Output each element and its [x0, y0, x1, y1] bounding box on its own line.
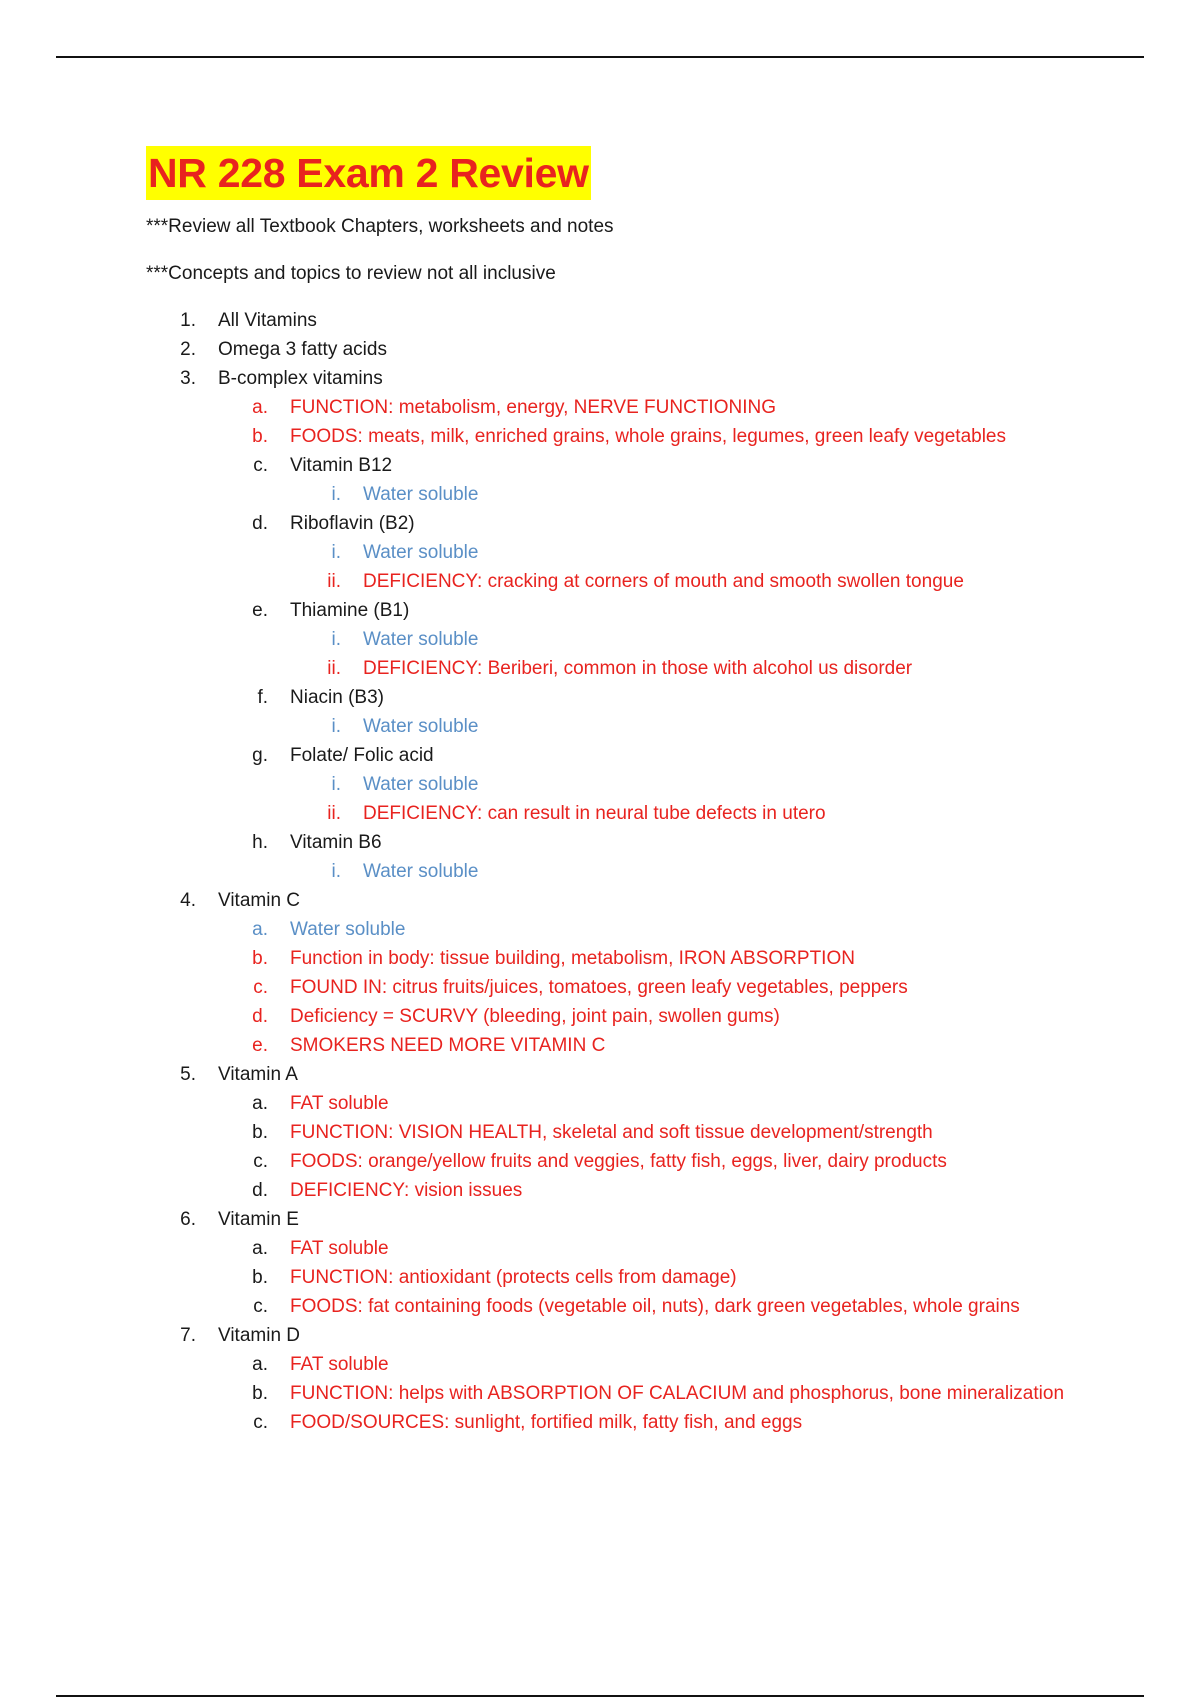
outline-item: [0, 1060, 1200, 1089]
outline-item: [0, 1205, 1200, 1234]
outline-text: Water soluble: [290, 919, 406, 940]
outline-text: Vitamin B6: [290, 832, 382, 853]
outline-text: SMOKERS NEED MORE VITAMIN C: [290, 1035, 606, 1056]
top-rule: [56, 56, 1144, 58]
outline-text: Water soluble: [363, 629, 479, 650]
outline-item: [0, 1031, 1200, 1060]
outline-marker: ii.: [327, 571, 341, 592]
outline-text: Water soluble: [363, 542, 479, 563]
outline-item: [0, 509, 1200, 538]
outline-item: [0, 1002, 1200, 1031]
outline-text: Water soluble: [363, 774, 479, 795]
outline-text: FUNCTION: metabolism, energy, NERVE FUNCTIONING: [290, 397, 776, 418]
outline-text: Omega 3 fatty acids: [218, 339, 387, 360]
outline-marker: g.: [252, 745, 268, 766]
outline-marker: h.: [252, 832, 268, 853]
outline-text: Folate/ Folic acid: [290, 745, 434, 766]
outline-item: [0, 335, 1200, 364]
outline-text: FOODS: meats, milk, enriched grains, whole grains, legumes, green leafy vegetables: [290, 426, 1006, 447]
outline-item: [0, 654, 1200, 683]
outline-item: [0, 712, 1200, 741]
outline-item: [0, 1379, 1200, 1408]
outline-text: DEFICIENCY: Beriberi, common in those with alcohol us disorder: [363, 658, 913, 679]
outline-item: [0, 364, 1200, 393]
concepts-note: ***Concepts and topics to review not all inclusive: [146, 263, 556, 284]
outline-marker: a.: [252, 397, 268, 418]
outline-item: [0, 828, 1200, 857]
outline-item: [0, 1321, 1200, 1350]
outline-text: Thiamine (B1): [290, 600, 410, 621]
outline-marker: i.: [331, 774, 341, 795]
outline-marker: c.: [253, 1412, 268, 1433]
outline-text: Vitamin E: [218, 1209, 299, 1230]
outline-marker: e.: [252, 1035, 268, 1056]
outline-marker: d.: [252, 1180, 268, 1201]
outline-text: FOOD/SOURCES: sunlight, fortified milk, fatty fish, and eggs: [290, 1412, 803, 1433]
outline-item: [0, 1234, 1200, 1263]
outline-text: FUNCTION: VISION HEALTH, skeletal and soft tissue development/strength: [290, 1122, 933, 1143]
outline-marker: ii.: [327, 803, 341, 824]
outline-text: FAT soluble: [290, 1238, 389, 1259]
outline-text: FOUND IN: citrus fruits/juices, tomatoes, green leafy vegetables, peppers: [290, 977, 908, 998]
outline-item: [0, 538, 1200, 567]
outline-text: Function in body: tissue building, metabolism, IRON ABSORPTION: [290, 948, 855, 969]
outline-text: Niacin (B3): [290, 687, 384, 708]
outline-marker: i.: [331, 484, 341, 505]
outline-text: Vitamin A: [218, 1064, 298, 1085]
outline-marker: c.: [253, 1296, 268, 1317]
outline-item: [0, 1292, 1200, 1321]
outline-marker: a.: [252, 919, 268, 940]
outline-marker: i.: [331, 542, 341, 563]
outline-item: [0, 596, 1200, 625]
outline-marker: 3.: [180, 368, 196, 389]
outline-marker: d.: [252, 513, 268, 534]
outline-item: [0, 422, 1200, 451]
outline-marker: a.: [252, 1093, 268, 1114]
review-outline: [0, 306, 1200, 1437]
outline-item: [0, 1089, 1200, 1118]
outline-marker: b.: [252, 1383, 268, 1404]
outline-marker: a.: [252, 1354, 268, 1375]
outline-item: [0, 799, 1200, 828]
outline-text: Water soluble: [363, 716, 479, 737]
outline-text: B-complex vitamins: [218, 368, 383, 389]
outline-item: [0, 915, 1200, 944]
outline-text: All Vitamins: [218, 310, 317, 331]
outline-text: FAT soluble: [290, 1093, 389, 1114]
bottom-rule: [56, 1695, 1144, 1697]
outline-item: [0, 770, 1200, 799]
outline-text: Deficiency = SCURVY (bleeding, joint pain, swollen gums): [290, 1006, 780, 1027]
outline-text: DEFICIENCY: cracking at corners of mouth and smooth swollen tongue: [363, 571, 964, 592]
outline-marker: b.: [252, 1267, 268, 1288]
outline-text: Vitamin D: [218, 1325, 301, 1346]
outline-item: [0, 306, 1200, 335]
outline-text: FAT soluble: [290, 1354, 389, 1375]
outline-item: [0, 451, 1200, 480]
outline-marker: 4.: [180, 890, 196, 911]
outline-marker: b.: [252, 948, 268, 969]
outline-item: [0, 886, 1200, 915]
outline-item: [0, 1408, 1200, 1437]
outline-marker: i.: [331, 716, 341, 737]
outline-marker: 5.: [180, 1064, 196, 1085]
outline-item: [0, 1176, 1200, 1205]
outline-text: Riboflavin (B2): [290, 513, 415, 534]
outline-item: [0, 944, 1200, 973]
outline-marker: 7.: [180, 1325, 196, 1346]
outline-marker: 1.: [180, 310, 196, 331]
outline-item: [0, 683, 1200, 712]
outline-item: [0, 857, 1200, 886]
outline-item: [0, 567, 1200, 596]
outline-item: [0, 625, 1200, 654]
outline-item: [0, 1350, 1200, 1379]
outline-marker: 2.: [180, 339, 196, 360]
outline-item: [0, 973, 1200, 1002]
outline-item: [0, 480, 1200, 509]
outline-text: FUNCTION: antioxidant (protects cells from damage): [290, 1267, 737, 1288]
outline-text: Water soluble: [363, 861, 479, 882]
outline-text: FOODS: fat containing foods (vegetable oil, nuts), dark green vegetables, whole grains: [290, 1296, 1020, 1317]
outline-marker: b.: [252, 1122, 268, 1143]
outline-marker: f.: [257, 687, 268, 708]
outline-marker: ii.: [327, 658, 341, 679]
outline-marker: c.: [253, 977, 268, 998]
outline-text: Water soluble: [363, 484, 479, 505]
outline-text: Vitamin B12: [290, 455, 393, 476]
outline-item: [0, 1263, 1200, 1292]
outline-text: FOODS: orange/yellow fruits and veggies, fatty fish, eggs, liver, dairy products: [290, 1151, 947, 1172]
document-title: NR 228 Exam 2 Review: [146, 146, 591, 200]
outline-item: [0, 1147, 1200, 1176]
outline-marker: d.: [252, 1006, 268, 1027]
outline-marker: b.: [252, 426, 268, 447]
outline-marker: i.: [331, 629, 341, 650]
outline-item: [0, 741, 1200, 770]
outline-text: DEFICIENCY: can result in neural tube defects in utero: [363, 803, 826, 824]
review-note: ***Review all Textbook Chapters, worksheets and notes: [146, 216, 614, 237]
outline-marker: a.: [252, 1238, 268, 1259]
outline-marker: c.: [253, 1151, 268, 1172]
outline-marker: e.: [252, 600, 268, 621]
outline-item: [0, 1118, 1200, 1147]
outline-text: Vitamin C: [218, 890, 301, 911]
outline-item: [0, 393, 1200, 422]
outline-marker: 6.: [180, 1209, 196, 1230]
outline-text: FUNCTION: helps with ABSORPTION OF CALACIUM and phosphorus, bone mineralization: [290, 1383, 1065, 1404]
outline-marker: c.: [253, 455, 268, 476]
outline-text: DEFICIENCY: vision issues: [290, 1180, 523, 1201]
outline-marker: i.: [331, 861, 341, 882]
